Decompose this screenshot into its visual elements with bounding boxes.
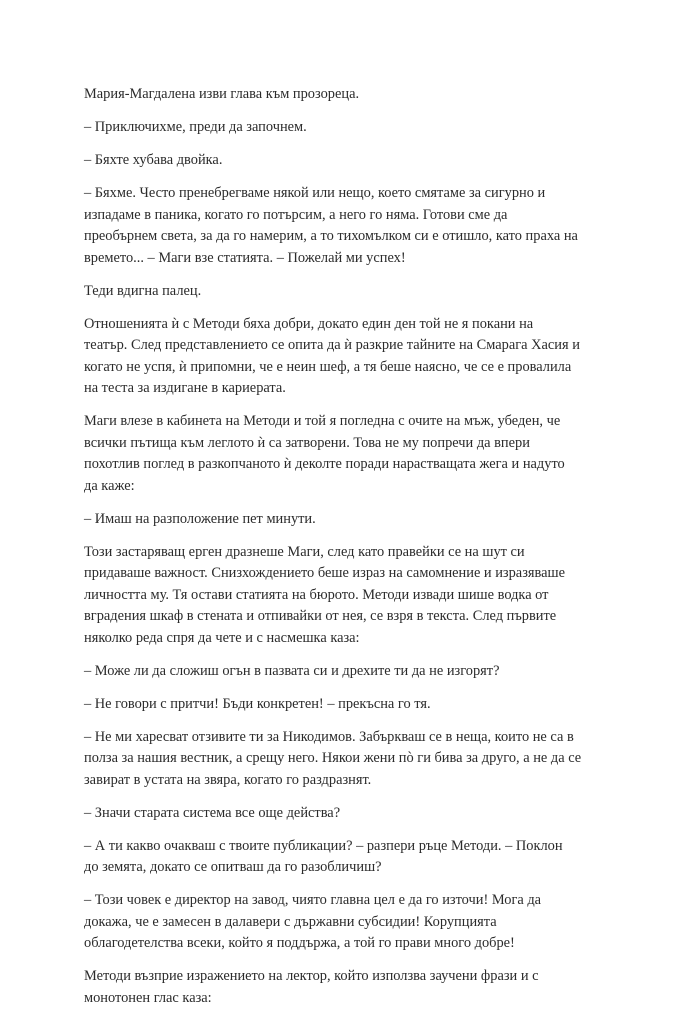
text-line: – Не ми харесват отзивите ти за Никодимов. Забъркваш се в неща, които не са в (84, 728, 574, 745)
text-line: – Може ли да сложиш огън в пазвата си и дрехите ти да не изгорят? (84, 662, 500, 679)
text-line: личността му. Тя остави статията на бюрото. Методи извади шише водка от (84, 586, 549, 603)
paragraph (84, 183, 624, 269)
text-line: придаваше важност. Снизхождението беше израз на самомнение и изразяваше (84, 565, 565, 581)
paragraph (84, 314, 624, 400)
text-line: – Приключихме, преди да започнем. (84, 119, 307, 135)
text-line: – Значи старата система все още действа? (84, 804, 341, 821)
text-line: вградения шкаф в стената и отпивайки от нея, се взря в текста. След първите (84, 608, 557, 624)
text-line: всички пътища към леглото ѝ са затворени. Това не му попречи да впери (84, 434, 530, 451)
text-line: похотлив поглед в разкопчаното ѝ деколте поради нарастващата жега и надуто (84, 456, 565, 472)
paragraph (84, 803, 624, 825)
text-line: на теста за издигане в кариерата. (84, 380, 286, 396)
paragraph (84, 890, 624, 955)
text-line: изпадаме в паника, когато го потърсим, а него го няма. Готови сме да (84, 206, 508, 223)
paragraph (84, 411, 624, 497)
text-line: полза за нашия вестник, а срещу него. Някои жени пò ги бива за друго, а не да се (84, 750, 582, 766)
paragraph (84, 281, 624, 303)
text-line: времето... – Маги взе статията. – Пожелай ми успех! (84, 249, 406, 266)
text-line: до земята, докато се опитваш да го разобличиш? (84, 859, 382, 875)
paragraph (84, 117, 624, 139)
text-line: – Не говори с притчи! Бъди конкретен! – прекъсна го тя. (84, 695, 431, 712)
text-line: – Имаш на разположение пет минути. (84, 510, 316, 527)
text-line: Отношенията ѝ с Методи бяха добри, докато един ден той не я покани на (84, 315, 534, 332)
paragraph (84, 84, 624, 106)
text-line: няколко реда спря да чете и с насмешка каза: (84, 629, 360, 646)
text-line: – Бяхте хубава двойка. (84, 152, 223, 168)
paragraph (84, 966, 624, 1009)
text-line: – А ти какво очакваш с твоите публикации? – разпери ръце Методи. – Поклон (84, 837, 563, 854)
paragraph (84, 542, 624, 650)
text-line: облагодетелства всеки, който я поддържа, а той го прави много добре! (84, 935, 515, 951)
text-line: – Този човек е директор на завод, чиято главна цел е да го източи! Мога да (84, 892, 542, 908)
text-line: Методи възприе изражението на лектор, който използва заучени фрази и с (84, 968, 539, 984)
text-line: Теди вдигна палец. (84, 282, 202, 299)
text-line: докажа, че е замесен в далавери с държавни субсидии! Корупцията (84, 913, 497, 930)
text-line: да каже: (84, 477, 135, 494)
text-line: Този застаряващ ерген дразнеше Маги, след като правейки се на шут си (84, 543, 525, 560)
paragraph (84, 836, 624, 879)
document-page (84, 84, 624, 1021)
text-line: монотонен глас каза: (84, 989, 212, 1006)
text-line: – Бяхме. Често пренебрегваме някой или нещо, което смятаме за сигурно и (84, 185, 546, 201)
text-line: театър. След представлението се опита да ѝ разкрие тайните на Смарага Хасия и (84, 337, 580, 353)
text-line: когато не успя, ѝ припомни, че е неин шеф, а тя беше наясно, че се е провалила (84, 358, 572, 375)
paragraph (84, 694, 624, 716)
text-line: Мария-Магдалена изви глава към прозореца. (84, 86, 360, 102)
text-line: Маги влезе в кабинета на Методи и той я погледна с очите на мъж, убеден, че (84, 413, 561, 429)
text-line: преобърнем света, за да го намерим, а то тихомълком си е отишло, като праха на (84, 228, 578, 244)
paragraph (84, 509, 624, 531)
paragraph (84, 727, 624, 792)
paragraph (84, 150, 624, 172)
text-line: завират в устата на звяра, когато го раздразнят. (84, 771, 372, 788)
paragraph (84, 661, 624, 683)
